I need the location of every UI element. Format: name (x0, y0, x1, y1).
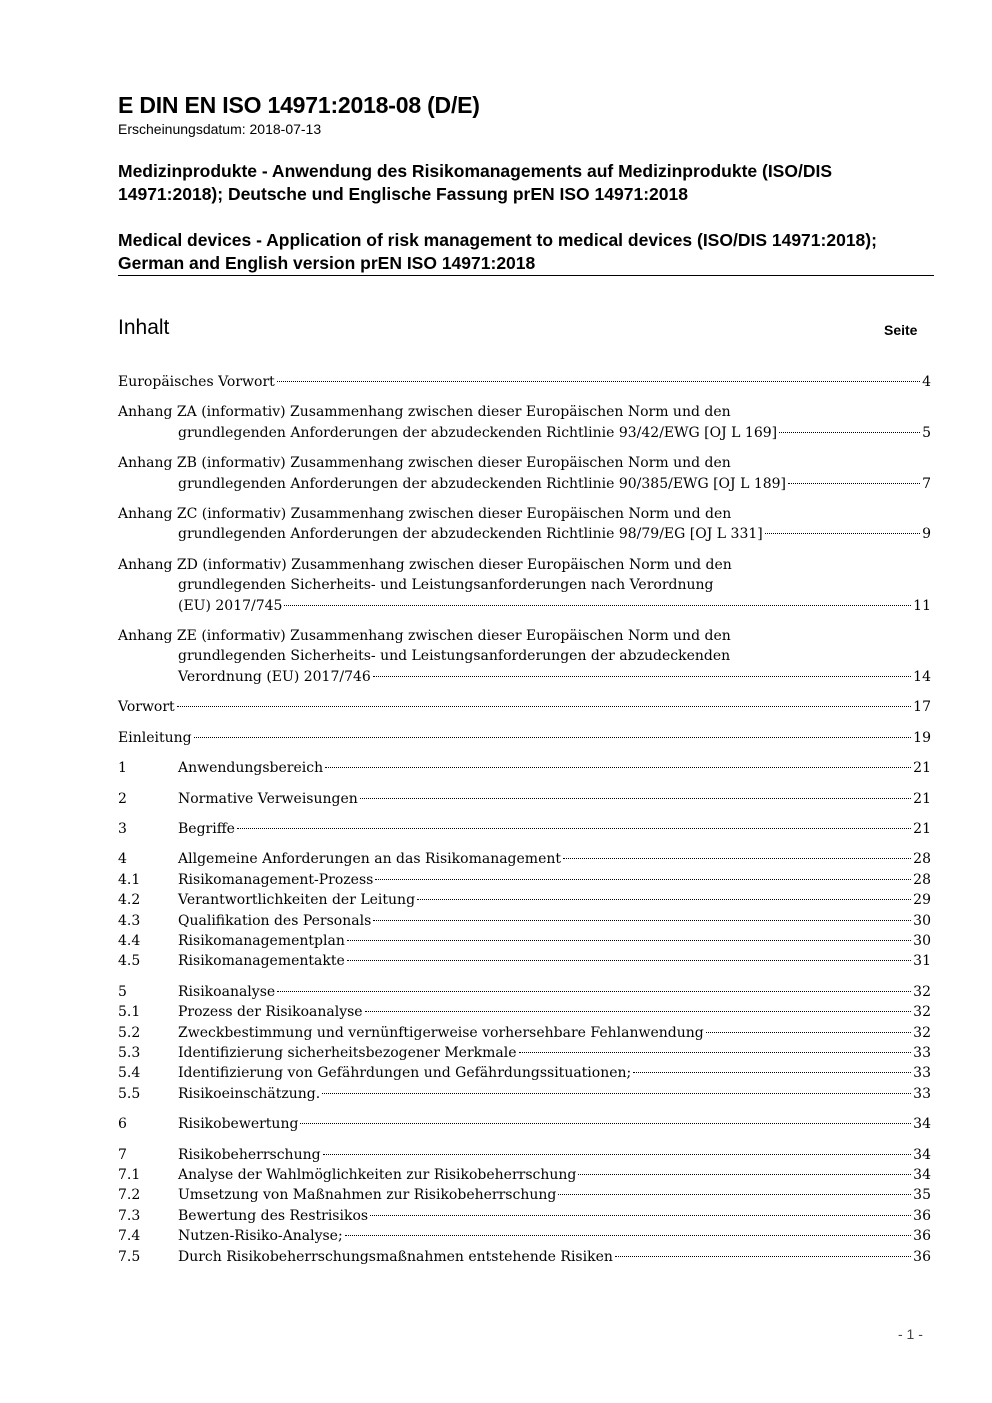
toc-entry-title: grundlegenden Anforderungen der abzudeckenden Richtlinie 93/42/EWG [OJ L 169] (178, 424, 778, 441)
toc-entry-title: Anwendungsbereich (178, 760, 324, 777)
toc-dot-leader (765, 533, 920, 534)
toc-entry-number: 4.2 (118, 892, 141, 909)
toc-dot-leader (578, 1174, 911, 1175)
toc-dot-leader (370, 1215, 911, 1216)
toc-entry-page: 9 (922, 526, 931, 543)
toc-entry-page: 5 (922, 424, 931, 441)
toc-entry-title: Risikoeinschätzung. (178, 1085, 321, 1102)
toc-entry[interactable] (118, 1023, 931, 1043)
toc-dot-leader (300, 1123, 911, 1124)
toc-dot-leader (277, 381, 920, 382)
toc-dot-leader (277, 991, 911, 992)
toc-dot-leader (322, 1093, 911, 1094)
toc-entry[interactable] (118, 789, 931, 809)
toc-entry[interactable] (118, 402, 931, 443)
toc-entry-title: Risikoanalyse (178, 983, 276, 1000)
toc-entry-title: Allgemeine Anforderungen an das Risikomanagement (178, 851, 562, 868)
toc-entry-title: Risikomanagement-Prozess (178, 871, 374, 888)
toc-entry[interactable] (118, 1145, 931, 1165)
toc-entry[interactable] (118, 555, 931, 616)
toc-dot-leader (417, 899, 911, 900)
toc-dot-leader (375, 879, 911, 880)
toc-dot-leader (194, 737, 912, 738)
toc-entry-page: 36 (913, 1248, 931, 1265)
toc-entry-number: 4 (118, 851, 127, 868)
toc-entry[interactable] (118, 1114, 931, 1134)
title-english: Medical devices - Application of risk management to medical devices (ISO/DIS 14971:2018); German and English version prEN ISO 14971:2018 (118, 230, 877, 273)
toc-entry-page: 21 (913, 820, 931, 837)
toc-dot-leader (284, 605, 911, 606)
toc-entry-number: 7.1 (118, 1167, 141, 1183)
toc-dot-leader (779, 432, 920, 433)
toc-entry-number: 6 (118, 1116, 127, 1133)
toc-dot-leader (347, 940, 911, 941)
toc-entry-title: Anhang ZB (informativ) Zusammenhang zwischen dieser Europäischen Norm und den (118, 455, 731, 472)
toc-entry-number: 1 (118, 760, 127, 777)
toc-entry[interactable] (118, 982, 931, 1002)
toc-entry[interactable] (118, 1043, 931, 1063)
toc-entry-number: 5.3 (118, 1044, 141, 1061)
toc-entry[interactable] (118, 504, 931, 545)
toc-entry-page: 30 (913, 912, 931, 929)
toc-entry[interactable] (118, 697, 931, 717)
toc-entry[interactable] (118, 1226, 931, 1246)
toc-entry-page: 34 (913, 1146, 931, 1163)
toc-entry-page: 34 (913, 1167, 931, 1183)
toc-entry[interactable] (118, 1247, 931, 1267)
toc-dot-leader (345, 1235, 912, 1236)
toc-entry-page: 36 (913, 1207, 931, 1224)
toc-dot-leader (788, 483, 920, 484)
toc-dot-leader (325, 767, 911, 768)
toc-entry-page: 28 (913, 851, 931, 868)
toc-entry-title: Vorwort (118, 699, 175, 716)
toc-entry-number: 4.3 (118, 912, 141, 929)
toc-dot-leader (633, 1072, 911, 1073)
publication-date: Erscheinungsdatum: 2018-07-13 (118, 121, 322, 137)
toc-entry-title: Begriffe (178, 820, 235, 837)
toc-entry[interactable] (118, 1185, 931, 1205)
toc-entry[interactable] (118, 870, 931, 890)
toc-entry-number: 7.3 (118, 1207, 141, 1224)
toc-dot-leader (365, 1011, 912, 1012)
toc-entry[interactable] (118, 1002, 931, 1022)
toc-dot-leader (563, 858, 911, 859)
toc-entry-page: 21 (913, 760, 931, 777)
toc-entry-number: 2 (118, 790, 127, 807)
toc-entry-title: Zweckbestimmung und vernünftigerweise vorhersehbare Fehlanwendung (178, 1024, 704, 1041)
toc-page-column-heading: Seite (884, 322, 918, 338)
toc-entry-page: 17 (913, 699, 931, 716)
toc-entry-number: 5 (118, 983, 127, 1000)
toc-entry-title: Risikomanagementakte (178, 953, 345, 970)
toc-entry-number: 7.5 (118, 1248, 141, 1265)
toc-dot-leader (373, 676, 911, 677)
toc-entry[interactable] (118, 453, 931, 494)
toc-entry-page: 32 (913, 1004, 931, 1021)
toc-entry-page: 7 (922, 475, 931, 492)
header-divider (118, 275, 934, 276)
toc-entry-number: 5.5 (118, 1085, 141, 1102)
toc-entry-page: 11 (913, 597, 931, 614)
toc-entry-page: 4 (922, 374, 931, 390)
toc-entry[interactable] (118, 626, 931, 687)
document-id: E DIN EN ISO 14971:2018-08 (D/E) (118, 92, 480, 118)
toc-entry-number: 7 (118, 1146, 127, 1163)
toc-entry[interactable] (118, 890, 931, 910)
toc-entry[interactable] (118, 1206, 931, 1226)
toc-entry-title: Anhang ZE (informativ) Zusammenhang zwischen dieser Europäischen Norm und den (118, 628, 731, 645)
toc-entry-page: 14 (913, 668, 931, 685)
toc-entry[interactable] (118, 911, 931, 931)
toc-entry-page: 35 (913, 1187, 931, 1204)
toc-entry-page: 32 (913, 1024, 931, 1041)
toc-entry-number: 4.5 (118, 953, 141, 970)
toc-entry-title: Verordnung (EU) 2017/746 (178, 668, 371, 685)
toc-entry[interactable] (118, 1084, 931, 1104)
toc-entry-title: Einleitung (118, 729, 192, 746)
toc-dot-leader (615, 1256, 911, 1257)
toc-dot-leader (237, 828, 911, 829)
toc-entry-title: Identifizierung sicherheitsbezogener Merkmale (178, 1044, 517, 1061)
title-german: Medizinprodukte - Anwendung des Risikomanagements auf Medizinprodukte (ISO/DIS 14971:2018); Deutsche und Englische Fassung prEN ISO 14971:2018 (118, 161, 832, 204)
toc-entry-number: 5.1 (118, 1004, 141, 1021)
toc-dot-leader (519, 1052, 912, 1053)
toc-entry-title: Nutzen-Risiko-Analyse; (178, 1228, 343, 1245)
toc-entry-title: Risikobewertung (178, 1116, 299, 1133)
toc-entry[interactable] (118, 758, 931, 778)
toc-entry-title: Normative Verweisungen (178, 790, 358, 807)
toc-entry-title: grundlegenden Sicherheits- und Leistungsanforderungen der abzudeckenden (178, 648, 731, 665)
toc-entry[interactable] (118, 819, 931, 839)
toc-entry-number: 7.4 (118, 1228, 141, 1245)
toc-entry-title: Qualifikation des Personals (178, 912, 372, 929)
toc-entry-page: 33 (913, 1065, 931, 1082)
toc-heading: Inhalt (118, 316, 170, 339)
toc-entry-title: Risikomanagementplan (178, 932, 345, 949)
toc-entry[interactable] (118, 1063, 931, 1083)
toc-entry-title: grundlegenden Anforderungen der abzudeckenden Richtlinie 90/385/EWG [OJ L 189] (178, 475, 787, 492)
toc-entry-title: Durch Risikobeherrschungsmaßnahmen entstehende Risiken (178, 1248, 613, 1265)
toc-entry-number: 5.4 (118, 1065, 141, 1082)
toc-dot-leader (706, 1032, 911, 1033)
toc-entry-title: Bewertung des Restrisikos (178, 1207, 369, 1224)
toc-entry[interactable] (118, 849, 931, 869)
toc-entry-title: Analyse der Wahlmöglichkeiten zur Risikobeherrschung (178, 1167, 577, 1183)
toc-entry-page: 28 (913, 871, 931, 888)
toc-entry-title: (EU) 2017/745 (178, 597, 283, 614)
toc-dot-leader (373, 920, 911, 921)
toc-entry-page: 30 (913, 932, 931, 949)
toc-entry-number: 5.2 (118, 1024, 141, 1041)
toc-entry-title: Anhang ZA (informativ) Zusammenhang zwischen dieser Europäischen Norm und den (118, 404, 731, 421)
toc-entry-number: 4.1 (118, 871, 141, 888)
toc-dot-leader (177, 706, 911, 707)
table-of-contents (118, 372, 931, 1267)
page-number: - 1 - (898, 1326, 923, 1342)
toc-dot-leader (558, 1194, 911, 1195)
toc-entry-page: 31 (913, 953, 931, 970)
toc-entry-page: 36 (913, 1228, 931, 1245)
toc-entry[interactable] (118, 728, 931, 748)
toc-entry[interactable] (118, 372, 931, 392)
toc-entry-page: 34 (913, 1116, 931, 1133)
toc-entry-number: 7.2 (118, 1187, 141, 1204)
toc-entry-title: Risikobeherrschung (178, 1146, 321, 1163)
toc-entry-title: Umsetzung von Maßnahmen zur Risikobeherrschung (178, 1187, 557, 1204)
toc-entry-title: grundlegenden Anforderungen der abzudeckenden Richtlinie 98/79/EG [OJ L 331] (178, 526, 763, 543)
toc-dot-leader (360, 798, 911, 799)
toc-entry-title: Anhang ZC (informativ) Zusammenhang zwischen dieser Europäischen Norm und den (118, 506, 732, 523)
toc-entry-page: 33 (913, 1044, 931, 1061)
toc-entry-page: 21 (913, 790, 931, 807)
toc-dot-leader (347, 960, 911, 961)
toc-entry[interactable] (118, 931, 931, 951)
toc-entry-title: Anhang ZD (informativ) Zusammenhang zwischen dieser Europäischen Norm und den (118, 556, 732, 573)
toc-entry-title: Verantwortlichkeiten der Leitung (178, 892, 416, 909)
toc-dot-leader (323, 1154, 912, 1155)
toc-entry-number: 4.4 (118, 932, 141, 949)
toc-entry-title: Europäisches Vorwort (118, 374, 275, 390)
toc-entry[interactable] (118, 1165, 931, 1185)
toc-entry-title: Prozess der Risikoanalyse (178, 1004, 363, 1021)
toc-entry-page: 33 (913, 1085, 931, 1102)
toc-entry-page: 29 (913, 892, 931, 909)
toc-entry-page: 32 (913, 983, 931, 1000)
toc-entry-title: Identifizierung von Gefährdungen und Gefährdungssituationen; (178, 1065, 632, 1082)
toc-entry[interactable] (118, 951, 931, 971)
toc-entry-number: 3 (118, 820, 127, 837)
toc-entry-page: 19 (913, 729, 931, 746)
toc-entry-title: grundlegenden Sicherheits- und Leistungsanforderungen nach Verordnung (178, 577, 714, 594)
